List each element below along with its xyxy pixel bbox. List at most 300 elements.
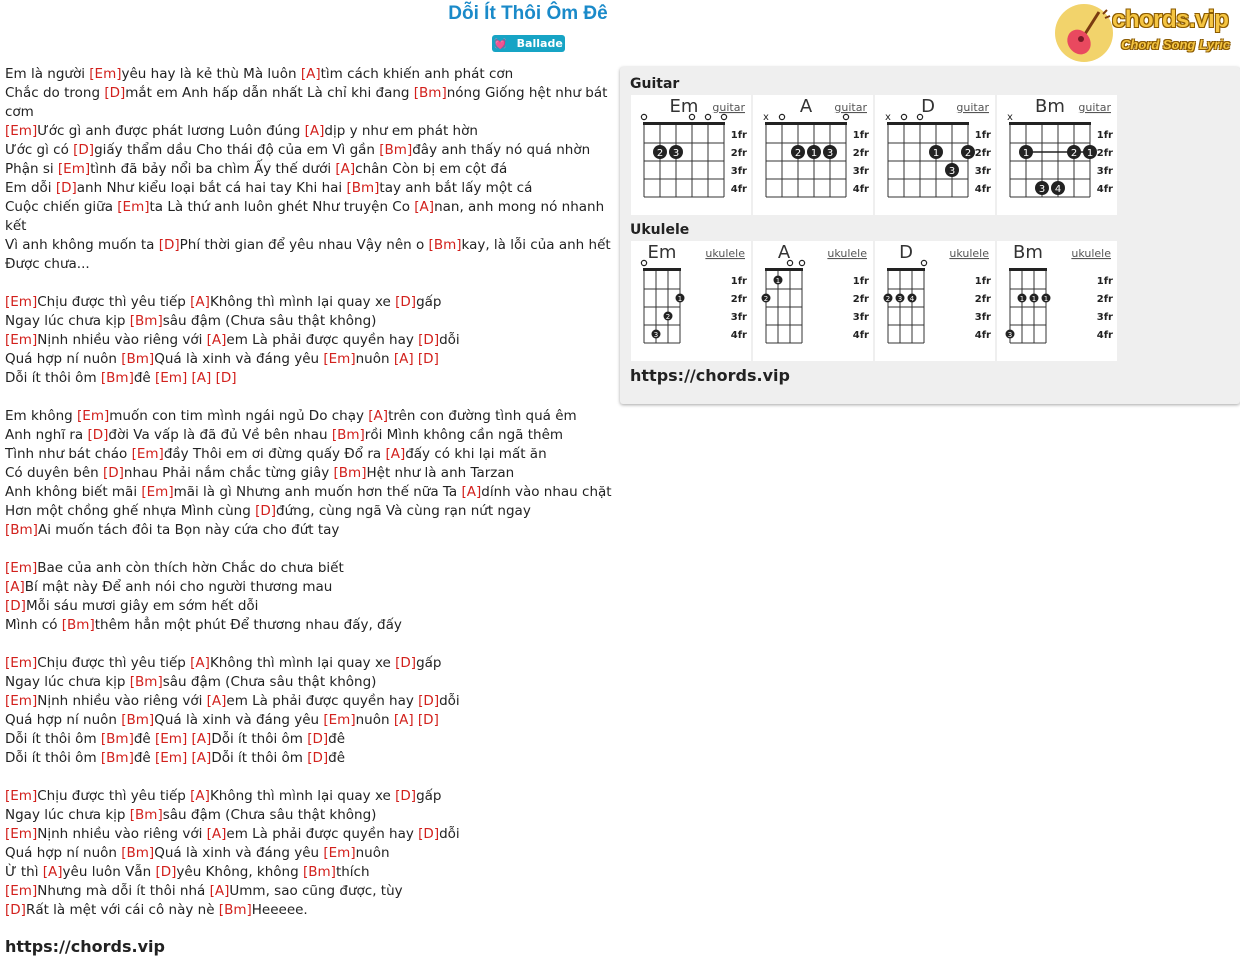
lyric-text: Quá hợp ní nuôn [5,712,122,728]
lyric-text: Không thì mình lại quay xe [209,655,396,671]
lyric-text: mắt em Anh hấp dẫn nhất Là chỉ khi đang [125,85,414,101]
logo-text: chords.vip [1112,6,1229,33]
fret-label: 3fr [974,312,991,323]
chord-marker[interactable]: [D] [104,85,126,101]
lyric-text: thích [335,864,370,880]
lyric-text: Ngay lúc chưa kịp [5,313,130,329]
finger-number: 1 [1031,295,1037,303]
chord-marker[interactable]: [D] [87,427,109,443]
lyric-text: Không thì mình lại quay xe [209,788,396,804]
chord-marker[interactable]: [A] [300,66,321,82]
fret-label: 3fr [1096,312,1113,323]
lyric-text: Heeeee. [251,902,308,918]
lyric-line [5,502,615,521]
chord-marker[interactable]: [A] [206,826,227,842]
chord-marker[interactable]: [Em] [5,123,38,139]
chord-marker[interactable]: [Em] [5,826,38,842]
chord-marker[interactable]: [Em] [5,883,38,899]
chord-marker[interactable]: [D] [395,655,417,671]
panel-link[interactable]: https://chords.vip [630,366,790,385]
lyric-text: tay anh bắt lấy một cá [379,180,533,196]
chord-marker[interactable]: [Bm] [346,180,380,196]
guitar-section-label: Guitar [630,76,680,92]
lyrics-body [5,65,615,920]
lyric-line [5,863,615,882]
lyric-line [5,369,615,388]
chord-marker[interactable]: [D] [5,902,26,918]
chord-marker[interactable]: [A] [190,788,210,804]
finger-number: 1 [677,295,683,303]
open-string-mark [799,260,804,265]
lyric-text: giấy thẩm dầu Cho thái độ của em Vì gần [94,142,380,158]
lyric-text: Ước gì anh được phát lương Luôn đúng [37,123,305,139]
chord-marker[interactable]: [A] [191,731,212,747]
lyric-text: đê [328,750,346,766]
finger-number: 4 [1054,184,1062,195]
lyric-text: nuôn [355,351,394,367]
lyric-text: Chịu được thì yêu tiếp [37,294,191,310]
lyric-text: đê [133,731,156,747]
lyric-text: sâu đậm (Chưa sâu thật không) [162,807,377,823]
lyric-text: Dỗi ít thôi ôm [5,731,101,747]
lyric-text: dịp y như em phát hờn [324,123,478,139]
open-string-mark [921,260,926,265]
lyric-text: gấp [416,788,442,804]
finger-number: 2 [885,295,891,303]
lyric-text: yêu hay là kẻ thù Mà luôn [121,66,301,82]
lyric-line [5,711,615,730]
fret-label: 2fr [852,294,869,305]
lyric-line [5,122,615,141]
chord-marker[interactable]: [Bm] [129,807,163,823]
fret-label: 4fr [1096,330,1113,341]
fret-label: 4fr [974,184,991,195]
ukulele-chord-diagram-a[interactable] [753,241,873,361]
chord-marker[interactable]: [A] [206,693,227,709]
lyric-text: Quá là xinh và đáng yêu [154,845,324,861]
lyric-line [5,312,615,331]
lyric-text: Không thì mình lại quay xe [209,294,396,310]
finger-number: 2 [1070,148,1078,159]
ukulele-chord-diagram-d[interactable] [875,241,995,361]
lyric-text: Em là người [5,66,90,82]
lyric-text: Bí mật này Để anh nói cho người thương mau [24,579,333,595]
chord-marker[interactable]: [Em] [131,446,164,462]
chord-marker[interactable]: [Bm] [121,712,155,728]
lyric-text: Quá hợp ní nuôn [5,351,122,367]
open-string-mark [779,114,784,119]
guitar-chord-diagram-em[interactable] [631,95,751,215]
chord-marker[interactable]: [Em] [5,655,38,671]
fret-label: 1fr [852,130,869,141]
lyric-text: Quá là xinh và đáng yêu [154,712,324,728]
chord-marker[interactable]: [A] [385,446,406,462]
lyric-text: Dỗi ít thôi ôm [211,731,308,747]
lyric-text: em Là phải được quyền hay [226,332,419,348]
lyric-text: gấp [416,655,442,671]
fret-label: 3fr [974,166,991,177]
chord-marker[interactable]: [Bm] [302,864,336,880]
chord-guitar-link[interactable]: guitar [1078,101,1111,114]
chord-marker[interactable]: [A] [393,351,414,367]
finger-number: 3 [1007,331,1013,339]
lyric-line [5,141,615,160]
fret-label: 1fr [974,130,991,141]
lyric-text: thêm hẳn một phút Để thương nhau đấy, đấy [94,617,402,633]
lyric-text: Mỗi sáu mươi giây em sớm hết dỗi [25,598,259,614]
chord-marker[interactable]: [Bm] [5,522,38,538]
finger-number: 1 [932,148,940,159]
lyric-text: Ai muốn tách đôi ta Bọn này cứa cho đứt tay [37,522,340,538]
lyric-text: Dỗi ít thôi ôm [5,370,101,386]
lyric-text: đời Va vấp là đã đủ Về bên nhau [108,427,332,443]
chord-name: D [921,96,935,117]
chord-marker[interactable]: [A] [206,332,227,348]
lyric-text: Ngay lúc chưa kịp [5,807,130,823]
lyric-line [5,844,615,863]
lyric-line [5,407,615,426]
chord-marker[interactable]: [D] [395,788,417,804]
chord-marker[interactable]: [A] [414,199,435,215]
lyric-text: đê [133,750,156,766]
lyric-line [5,825,615,844]
lyric-text: Anh nghĩ ra [5,427,88,443]
lyric-line [5,692,615,711]
finger-number: 1 [1019,295,1025,303]
nut [765,122,847,125]
lyric-text: Chịu được thì yêu tiếp [37,655,191,671]
lyric-text: Quá là xinh và đáng yêu [154,351,324,367]
site-logo[interactable] [1052,2,1240,64]
lyric-line [5,578,615,597]
lyric-line [5,293,615,312]
logo-subtitle: Chord Song Lyric [1121,37,1231,52]
lyric-text: dỗi [439,826,460,842]
chord-marker[interactable]: [Em] [141,484,174,500]
lyric-line [5,160,615,179]
finger-number: 3 [653,331,659,339]
lyric-blank-line [5,274,615,293]
lyric-text: Dỗi ít thôi ôm [211,750,308,766]
finger-number: 3 [1038,184,1046,195]
ukulele-chord-diagram-bm[interactable] [997,241,1117,361]
guitar-chord-diagram-a[interactable] [753,95,873,215]
lyric-text: Có duyên bên [5,465,103,481]
chord-marker[interactable]: [Em] [77,408,110,424]
lyric-text: đứng, cùng ngã Và cùng rạn nứt ngay [276,503,531,519]
chord-marker[interactable]: [Bm] [379,142,413,158]
lyric-line [5,901,615,920]
lyric-text: yêu luôn Vẫn [62,864,156,880]
chord-marker[interactable]: [Bm] [331,427,365,443]
fret-label: 2fr [974,294,991,305]
lyric-line [5,787,615,806]
lyric-text: Hệt như là anh Tarzan [366,465,515,481]
fret-label: 1fr [852,276,869,287]
finger-number: 3 [948,166,956,177]
lyric-text: Tình như bát cháo [5,446,132,462]
lyric-text: dỗi [439,332,460,348]
fret-label: 3fr [852,312,869,323]
chord-marker[interactable]: [A] [5,579,25,595]
nut [643,268,681,271]
chord-marker[interactable]: [Em] [5,560,38,576]
chord-ukulele-link[interactable]: ukulele [705,247,745,260]
lyric-blank-line [5,768,615,787]
lyric-text: dính vào nhau chặt [481,484,612,500]
lyric-line [5,65,615,84]
chord-marker[interactable]: [A] [335,161,356,177]
lyric-text: Hơn một chồng ghế nhựa Mình cùng [5,503,256,519]
finger-number: 1 [775,277,781,285]
ukulele-chord-diagram-em[interactable] [631,241,751,361]
finger-number: 1 [810,148,818,159]
chord-ukulele-link[interactable]: ukulele [949,247,989,260]
lyric-text: đầy Thôi em ơi đừng quấy Đổ ra [163,446,386,462]
nut [887,268,925,271]
chord-name: Em [669,96,699,117]
finger-number: 2 [794,148,802,159]
open-string-mark [843,114,848,119]
chord-marker[interactable]: [D] [155,864,177,880]
finger-number: 1 [1022,148,1030,159]
fret-label: 2fr [1096,148,1113,159]
fret-label: 3fr [1096,166,1113,177]
chord-marker[interactable]: [D] [307,731,329,747]
guitar-chord-diagram-bm[interactable] [997,95,1117,215]
chord-marker[interactable]: [D] [395,294,417,310]
chord-marker[interactable]: [Em] [5,332,38,348]
chord-marker[interactable]: [Bm] [333,465,367,481]
chord-marker[interactable]: [A] [191,750,212,766]
fret-label: 1fr [730,130,747,141]
lyric-text: Quá hợp ní nuôn [5,845,122,861]
genre-badge[interactable] [492,35,565,52]
lyric-text: Em không [5,408,78,424]
song-title: Dỗi Ít Thôi Ôm Đê [448,3,608,24]
lyric-line [5,806,615,825]
chord-marker[interactable]: [Bm] [100,731,134,747]
fret-label: 4fr [852,330,869,341]
genre-label: Ballade [516,37,563,50]
open-string-mark [721,114,726,119]
lyric-blank-line [5,635,615,654]
chord-marker[interactable]: [Em] [323,845,356,861]
chord-guitar-link[interactable]: guitar [712,101,745,114]
chord-marker[interactable]: [D] [215,370,237,386]
lyric-line [5,236,615,274]
fret-label: 1fr [974,276,991,287]
muted-string-mark: x [763,112,769,123]
finger-number: 2 [665,313,671,321]
chord-marker[interactable]: [D] [417,351,439,367]
chord-marker[interactable]: [A] [393,712,414,728]
chord-marker[interactable]: [Em] [5,788,38,804]
lyric-line [5,673,615,692]
lyric-text: Anh không biết mãi [5,484,142,500]
lyric-text: Rất là mệt với cái cô này nè [25,902,219,918]
lyric-line [5,521,615,540]
lyric-text: Chắc do trong [5,85,105,101]
chord-name: Bm [1035,96,1065,117]
chord-marker[interactable]: [A] [304,123,325,139]
fret-label: 1fr [730,276,747,287]
finger-number: 2 [656,148,664,159]
lyric-text: chân Còn bị em cột đá [355,161,508,177]
chord-marker[interactable]: [Em] [117,199,150,215]
lyric-line [5,350,615,369]
ukulele-section-label: Ukulele [630,222,690,238]
chord-marker[interactable]: [Em] [155,750,188,766]
chord-name: A [799,96,813,117]
lyric-text: đấy có khi lại mất ăn [405,446,547,462]
lyric-text: nuôn [355,845,390,861]
fret-label: 2fr [852,148,869,159]
chord-marker[interactable]: [Em] [155,370,188,386]
footer-link[interactable]: https://chords.vip [5,937,165,956]
chord-marker[interactable]: [D] [417,712,439,728]
lyric-text: sâu đậm (Chưa sâu thật không) [162,674,377,690]
chord-marker[interactable]: [A] [209,883,230,899]
chord-marker[interactable]: [D] [255,503,276,519]
lyric-line [5,654,615,673]
chord-marker[interactable]: [Em] [89,66,122,82]
open-string-mark [705,114,710,119]
lyric-text: em Là phải được quyền hay [226,826,419,842]
fret-label: 1fr [1096,130,1113,141]
chord-marker[interactable]: [D] [158,237,180,253]
lyric-line [5,483,615,502]
lyric-line [5,597,615,616]
lyric-text: Ước gì có [5,142,74,158]
chord-marker[interactable]: [D] [102,465,124,481]
chord-marker[interactable]: [Em] [323,712,356,728]
chord-guitar-link[interactable]: guitar [956,101,989,114]
lyric-text: Nhưng mà dỗi ít thôi nhá [37,883,210,899]
lyric-text: Vì anh không muốn ta [5,237,159,253]
chord-marker[interactable]: [Em] [5,693,38,709]
lyric-text: Nịnh nhiều vào riêng với [37,826,207,842]
chord-marker[interactable]: [Bm] [121,845,155,861]
lyric-text: trên con đường tình quá êm [388,408,577,424]
lyric-text: gấp [416,294,442,310]
open-string-mark [641,260,646,265]
chord-marker[interactable]: [D] [307,750,329,766]
chord-marker[interactable]: [D] [418,693,440,709]
lyric-text: Phí thời gian để yêu nhau Vậy nên o [179,237,429,253]
chord-marker[interactable]: [A] [190,655,210,671]
chord-marker[interactable]: [Em] [155,731,188,747]
lyric-text: Nịnh nhiều vào riêng với [37,332,207,348]
finger-number: 1 [1043,295,1049,303]
chord-marker[interactable]: [Bm] [121,351,155,367]
lyric-text: nuôn [355,712,394,728]
fret-label: 4fr [730,330,747,341]
chord-marker[interactable]: [A] [190,294,210,310]
lyric-line [5,198,615,236]
chord-marker[interactable]: [Bm] [413,85,447,101]
lyric-line [5,464,615,483]
chord-marker[interactable]: [Bm] [61,617,95,633]
fret-label: 4fr [1096,184,1113,195]
nut [765,268,803,271]
chord-marker[interactable]: [Em] [5,294,38,310]
chord-name: A [777,242,791,263]
lyric-text: tìm cách khiến anh phát cơn [320,66,514,82]
lyric-line [5,882,615,901]
chord-marker[interactable]: [Em] [57,161,91,177]
chord-marker[interactable]: [Bm] [129,674,163,690]
fret-label: 3fr [730,312,747,323]
lyric-text: đê [133,370,156,386]
lyric-line [5,331,615,350]
chord-marker[interactable]: [Bm] [100,370,134,386]
chord-marker[interactable]: [Bm] [218,902,252,918]
chord-marker[interactable]: [Em] [323,351,356,367]
guitar-chord-diagram-d[interactable] [875,95,995,215]
muted-string-mark: x [885,112,891,123]
finger-number: 2 [964,148,972,159]
lyric-line [5,559,615,578]
finger-number: 1 [1086,148,1094,159]
chord-marker[interactable]: [D] [5,598,26,614]
lyric-text: Nịnh nhiều vào riêng với [37,693,207,709]
chord-name: Bm [1013,242,1043,263]
chord-marker[interactable]: [D] [418,332,440,348]
finger-number: 2 [763,295,769,303]
chord-marker[interactable]: [Bm] [100,750,134,766]
lyric-text: em Là phải được quyền hay [226,693,419,709]
chord-marker[interactable]: [D] [73,142,95,158]
chord-marker[interactable]: [Bm] [129,313,163,329]
chord-marker[interactable]: [A] [368,408,389,424]
chord-guitar-link[interactable]: guitar [834,101,867,114]
lyric-text: Bae của anh còn thích hờn Chắc do chưa biết [37,560,344,576]
finger-number: 3 [826,148,834,159]
lyric-line [5,749,615,768]
chord-ukulele-link[interactable]: ukulele [827,247,867,260]
lyric-text: nhau Phải nắm chắc từng giây [123,465,334,481]
nut [1009,122,1091,125]
fret-label: 4fr [974,330,991,341]
lyric-text: Em dỗi [5,180,56,196]
lyric-text: Chịu được thì yêu tiếp [37,788,191,804]
fret-label: 3fr [852,166,869,177]
lyric-text: Mình có [5,617,62,633]
lyric-text: Dỗi ít thôi ôm [5,750,101,766]
chord-marker[interactable]: [D] [55,180,77,196]
nut [643,122,725,125]
muted-string-mark: x [1007,112,1013,123]
chord-ukulele-link[interactable]: ukulele [1071,247,1111,260]
finger-number: 3 [672,148,680,159]
lyric-text: yêu Không, không [176,864,303,880]
chord-marker[interactable]: [D] [418,826,440,842]
lyric-text: anh Như kiểu loại bắt cá hai tay Khi hai [76,180,347,196]
chord-marker[interactable]: [A] [191,370,212,386]
chord-marker[interactable]: [A] [42,864,63,880]
guitar-logo-icon [1055,4,1113,62]
chord-marker[interactable]: [Bm] [428,237,462,253]
chord-marker[interactable]: [A] [461,484,482,500]
fret-label: 1fr [1096,276,1113,287]
fret-label: 3fr [730,166,747,177]
lyric-line [5,616,615,635]
lyric-text: Ừ thì [5,864,43,880]
lyric-text: đê [328,731,346,747]
lyric-text: rồi Mình không cần ngã thêm [364,427,564,443]
lyric-text: Cuộc chiến giữa [5,199,118,215]
